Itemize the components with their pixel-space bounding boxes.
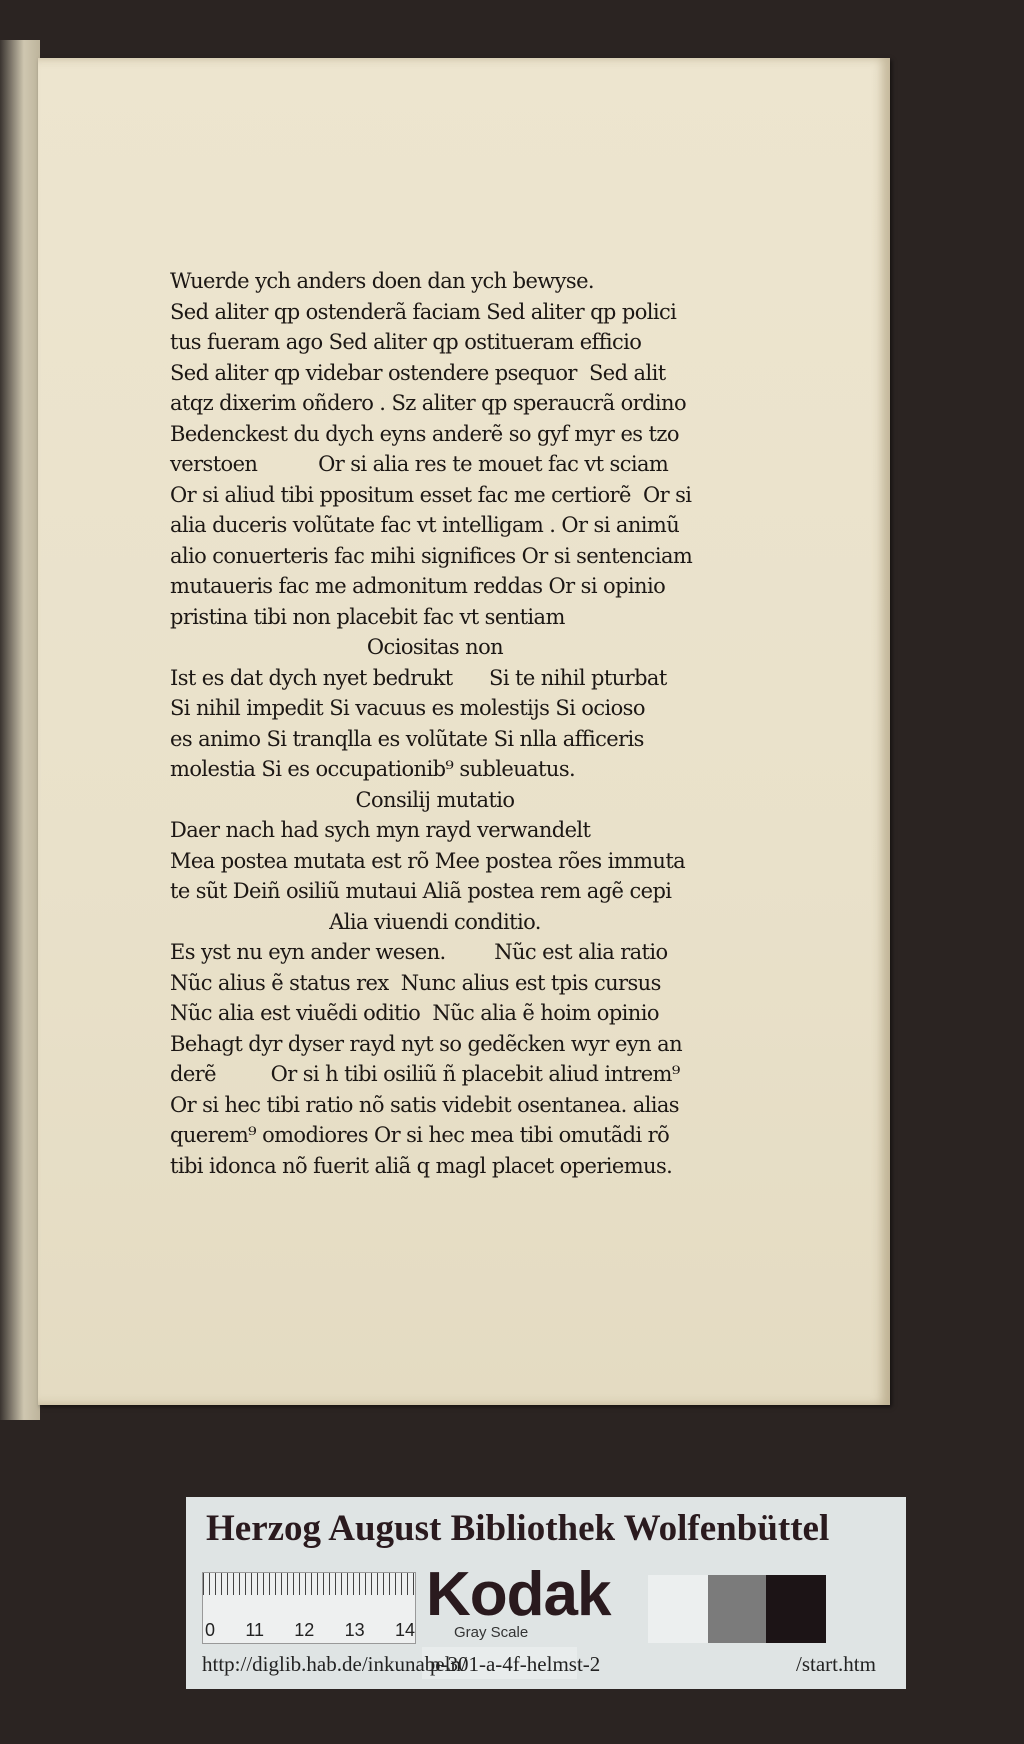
text-line: Wuerde ych anders doen dan ych bewyse. <box>170 269 594 293</box>
text-line: mutaueris fac me admonitum reddas Or si opinio <box>170 574 666 598</box>
url-prefix: http://diglib.hab.de/inkunabeln/ <box>202 1652 467 1676</box>
section-heading: Consilij mutatio <box>355 787 515 812</box>
swatch-black <box>766 1575 826 1643</box>
swatch-gray <box>708 1575 766 1643</box>
ruler-number: 0 <box>205 1620 216 1640</box>
text-line: te sũt Deiñ osiliũ mutaui Aliã postea rem agẽ cepi <box>170 879 672 903</box>
kodak-logo: Kodak <box>426 1560 611 1629</box>
section-heading: Ociositas non <box>366 635 504 659</box>
text-line: Or si aliud tibi ppositum esset fac me certiorẽ Or si <box>170 482 692 507</box>
text-line: Si nihil impedit Si vacuus es molestijs Si ocioso <box>170 696 645 720</box>
text-line: Nũc alius ẽ status rex Nunc alius est tpis cursus <box>170 970 661 995</box>
shelfmark: p-301-a-4f-helmst-2 <box>430 1652 601 1676</box>
swatch-white <box>648 1575 708 1643</box>
ruler-number: 11 <box>245 1620 264 1640</box>
ruler-number: 14 <box>394 1620 415 1640</box>
text-line: Es yst nu eyn ander wesen. Nũc est alia ratio <box>170 940 668 964</box>
text-line: Behagt dyr dyser rayd nyt so gedẽcken wyr eyn an <box>170 1031 682 1056</box>
text-line: alio conuerteris fac mihi significes Or si sentenciam <box>170 543 693 568</box>
text-line: molestia Si es occupationib⁹ subleuatus. <box>170 757 576 781</box>
text-line: Or si hec tibi ratio nõ satis videbit osentanea. alias <box>170 1092 679 1117</box>
section-heading: Alia viuendi conditio. <box>329 909 541 934</box>
text-line: verstoen Or si alia res te mouet fac vt sciam <box>170 452 669 476</box>
ruler <box>202 1572 416 1644</box>
text-line: Sed aliter qp videbar ostendere psequor Sed alit <box>170 360 666 385</box>
text-line: derẽ Or si h tibi osiliũ ñ placebit aliud intrem⁹ <box>170 1062 680 1086</box>
text-line: Daer nach had sych myn rayd verwandelt <box>170 818 591 842</box>
text-line: alia duceris volũtate fac vt intelligam . Or si animũ <box>170 513 680 537</box>
ruler-number: 12 <box>294 1620 315 1640</box>
text-line: Sed aliter qp ostenderã faciam Sed aliter qp polici <box>170 299 677 324</box>
library-name: Herzog August Bibliothek Wolfenbüttel <box>206 1508 830 1549</box>
ruler-number: 13 <box>344 1620 365 1640</box>
text-line: tus fueram ago Sed aliter qp ostitueram efficio <box>170 330 642 354</box>
library-color-card <box>186 1497 906 1689</box>
adjacent-page-edge <box>0 40 40 1420</box>
text-line: Ist es dat dych nyet bedrukt Si te nihil pturbat <box>170 665 667 690</box>
text-line: Mea postea mutata est rõ Mee postea rões immuta <box>170 848 686 873</box>
text-line: Bedenckest du dych eyns anderẽ so gyf myr es tzo <box>170 421 679 446</box>
gray-scale-label: Gray Scale <box>454 1624 529 1641</box>
url-suffix: /start.htm <box>796 1652 876 1676</box>
text-line: es animo Si tranqlla es volũtate Si nlla afficeris <box>170 726 644 751</box>
text-line: pristina tibi non placebit fac vt sentiam <box>170 604 565 629</box>
text-line: querem⁹ omodiores Or si hec mea tibi omutãdi rõ <box>170 1123 670 1147</box>
text-line: Nũc alia est viuẽdi oditio Nũc alia ẽ hoim opinio <box>170 1001 659 1025</box>
text-line: tibi idonca nõ fuerit aliã q magl placet operiemus. <box>170 1153 673 1178</box>
text-line: atqz dixerim oñdero . Sz aliter qp speraucrã ordino <box>170 391 687 415</box>
page-text-block <box>170 266 700 1181</box>
